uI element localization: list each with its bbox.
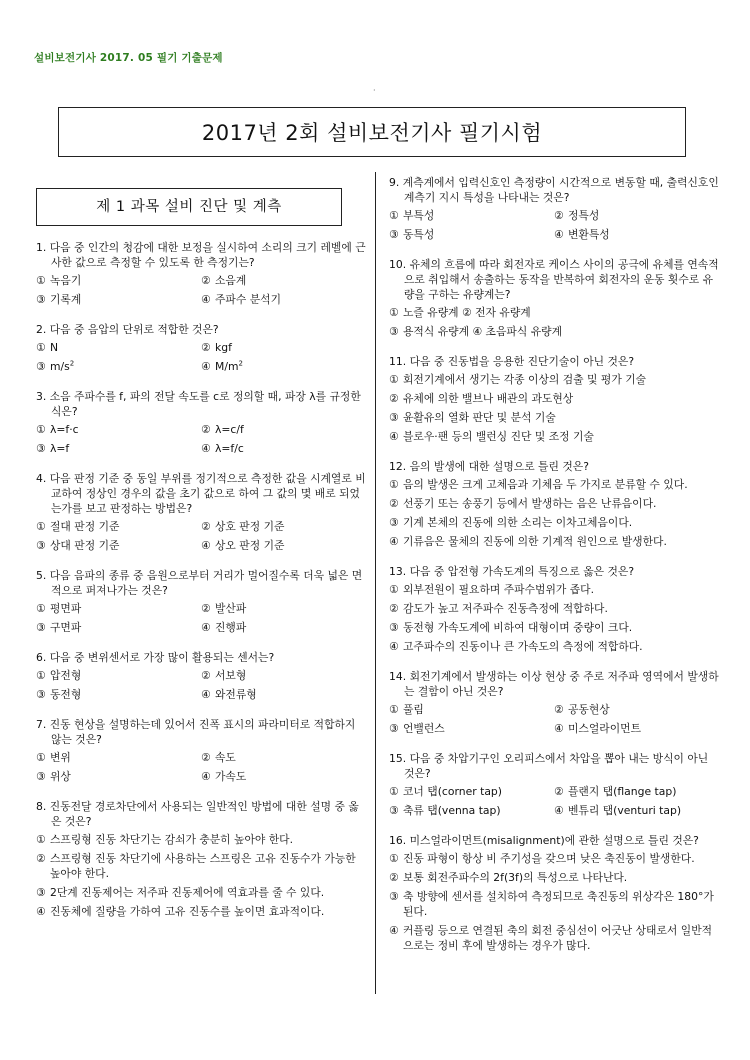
option-list — [36, 601, 366, 639]
option-item — [36, 904, 366, 919]
option-number: ② — [554, 209, 564, 222]
question-text: 11. 다음 중 진동법을 응용한 진단기술이 아닌 것은? — [389, 355, 635, 368]
option-item — [389, 227, 554, 242]
column-divider — [375, 172, 376, 994]
option-text: 발산파 — [215, 602, 247, 615]
option-item — [389, 851, 719, 866]
option-item — [36, 519, 201, 534]
option-item — [554, 208, 719, 223]
option-text: 기류음은 물체의 진동에 의한 기계적 원인으로 발생한다. — [403, 535, 667, 548]
option-number: ④ — [554, 722, 564, 735]
option-item — [36, 273, 201, 288]
question-item — [36, 799, 366, 923]
option-number: ① — [36, 423, 46, 436]
option-item — [389, 429, 719, 444]
option-text: 노즐 유량계 ② 전자 유량계 — [403, 306, 531, 319]
option-number: ① — [36, 341, 46, 354]
question-text: 12. 음의 발생에 대한 설명으로 틀린 것은? — [389, 460, 589, 473]
option-item — [201, 538, 366, 553]
question-text: 15. 다음 중 차압기구인 오리피스에서 차압을 뽑아 내는 방식이 아닌 것은? — [389, 752, 709, 780]
option-item — [36, 769, 201, 784]
option-item — [36, 292, 201, 307]
option-number: ② — [389, 602, 399, 615]
exam-title: 2017년 2회 설비보전기사 필기시험 — [58, 107, 686, 157]
option-item — [554, 227, 719, 242]
option-number: ① — [36, 751, 46, 764]
option-number: ③ — [36, 688, 46, 701]
option-number: ④ — [389, 535, 399, 548]
option-text: 서보형 — [215, 669, 247, 682]
option-item — [201, 769, 366, 784]
option-number: ③ — [36, 886, 46, 899]
option-text: 커플링 등으로 연결된 축의 회전 중심선이 어긋난 상태로서 일반적으로는 정비 후에 발생하는 경우가 많다. — [403, 924, 713, 952]
option-list — [36, 340, 366, 378]
option-text: N — [50, 341, 59, 354]
option-number: ② — [389, 392, 399, 405]
option-item — [36, 340, 201, 355]
option-item — [36, 538, 201, 553]
question-item — [389, 257, 719, 343]
option-list — [389, 372, 719, 448]
option-text: 평면파 — [50, 602, 82, 615]
option-number: ③ — [389, 804, 399, 817]
option-list — [36, 832, 366, 923]
option-number: ② — [201, 520, 211, 533]
question-item — [36, 389, 366, 460]
option-item — [389, 620, 719, 635]
option-text: 정특성 — [568, 209, 600, 222]
option-text: 절대 판정 기준 — [50, 520, 120, 533]
option-item — [389, 889, 719, 919]
option-number: ③ — [389, 722, 399, 735]
option-number: ① — [36, 669, 46, 682]
option-item — [389, 534, 719, 549]
question-text: 14. 회전기계에서 발생하는 이상 현상 중 주로 저주파 영역에서 발생하는 결함이 아닌 것은? — [389, 670, 719, 698]
option-number: ② — [389, 497, 399, 510]
option-number: ① — [389, 209, 399, 222]
option-text: 동전형 — [50, 688, 82, 701]
question-text: 7. 진동 현상을 설명하는데 있어서 진폭 표시의 파라미터로 적합하지 않는 것은? — [36, 718, 356, 746]
option-text: 회전기계에서 생기는 각종 이상의 검출 및 평가 기술 — [403, 373, 647, 386]
option-number: ④ — [389, 640, 399, 653]
option-list — [389, 208, 719, 246]
option-number: ② — [201, 602, 211, 615]
option-item — [36, 885, 366, 900]
option-list — [36, 273, 366, 311]
option-item — [389, 721, 554, 736]
question-text: 2. 다음 중 음압의 단위로 적합한 것은? — [36, 323, 219, 336]
option-number: ③ — [389, 890, 399, 903]
option-text: 플랜지 탭(flange tap) — [568, 785, 677, 798]
question-item — [36, 322, 366, 378]
option-text: 윤활유의 열화 판단 및 분석 기술 — [403, 411, 556, 424]
option-text: 동특성 — [403, 228, 435, 241]
option-item — [201, 750, 366, 765]
option-number: ③ — [36, 621, 46, 634]
option-item — [554, 784, 719, 799]
option-item — [36, 750, 201, 765]
option-text: 변환특성 — [568, 228, 610, 241]
option-item — [201, 441, 366, 456]
option-text: 소음계 — [215, 274, 247, 287]
option-number: ③ — [389, 411, 399, 424]
option-text: m/s — [50, 360, 70, 373]
option-text: 압전형 — [50, 669, 82, 682]
option-number: ③ — [36, 770, 46, 783]
option-item — [201, 519, 366, 534]
question-item — [36, 471, 366, 557]
option-item — [389, 803, 554, 818]
option-item — [36, 441, 201, 456]
option-number: ④ — [201, 442, 211, 455]
option-number: ① — [389, 373, 399, 386]
option-text: 부특성 — [403, 209, 435, 222]
question-item — [389, 175, 719, 246]
option-item — [389, 923, 719, 953]
question-item — [36, 240, 366, 311]
subject-title: 제 1 과목 설비 진단 및 계측 — [36, 188, 342, 226]
option-number: ② — [554, 703, 564, 716]
question-text: 13. 다음 중 압전형 가속도계의 특징으로 옳은 것은? — [389, 565, 635, 578]
option-item — [389, 601, 719, 616]
option-item — [201, 601, 366, 616]
option-number: ① — [36, 602, 46, 615]
option-text: 상오 판정 기준 — [215, 539, 285, 552]
question-text: 3. 소음 주파수를 f, 파의 전달 속도를 c로 정의할 때, 파장 λ를 규정한 식은? — [36, 390, 361, 418]
option-item — [389, 702, 554, 717]
option-item — [36, 359, 201, 374]
option-list — [389, 477, 719, 553]
option-text: 음의 발생은 크게 고체음과 기체음 두 가지로 분류할 수 있다. — [403, 478, 688, 491]
option-item — [389, 870, 719, 885]
option-number: ③ — [389, 228, 399, 241]
option-item — [201, 273, 366, 288]
option-text: 기계 본체의 진동에 의한 소리는 이차고체음이다. — [403, 516, 633, 529]
option-text: 축 방향에 센서를 설치하여 측정되므로 축진동의 위상각은 180°가 된다. — [403, 890, 714, 918]
option-list — [389, 784, 719, 822]
option-item — [389, 391, 719, 406]
option-item — [554, 702, 719, 717]
option-superscript: 2 — [69, 359, 75, 368]
option-number: ③ — [389, 516, 399, 529]
option-number: ③ — [36, 293, 46, 306]
option-item — [389, 324, 719, 339]
option-number: ① — [389, 306, 399, 319]
option-number: ① — [36, 833, 46, 846]
option-text: 용적식 유량계 ④ 초음파식 유량계 — [403, 325, 562, 338]
option-item — [389, 305, 719, 320]
option-text: λ=f/c — [215, 442, 244, 455]
option-number: ① — [36, 520, 46, 533]
option-text: 상대 판정 기준 — [50, 539, 120, 552]
option-text: 스프링형 진동 차단기는 감쇠가 충분히 높아야 한다. — [50, 833, 294, 846]
option-list — [389, 582, 719, 658]
question-text: 5. 다음 음파의 종류 중 음원으로부터 거리가 멀어질수록 더욱 넓은 면적으로 퍼져나가는 것은? — [36, 569, 363, 597]
option-number: ④ — [201, 688, 211, 701]
option-item — [201, 620, 366, 635]
option-list — [36, 750, 366, 788]
option-number: ③ — [36, 442, 46, 455]
question-text: 10. 유체의 흐름에 따라 회전자로 케이스 사이의 공극에 유체를 연속적으로 취입해서 송출하는 동작을 반복하여 회전자의 운동 횟수로 유량을 구하는 유량계는? — [389, 258, 719, 301]
question-text: 1. 다음 중 인간의 청감에 대한 보정을 실시하여 소리의 크기 레벨에 근사한 값으로 측정할 수 있도록 한 측정기는? — [36, 241, 366, 269]
option-number: ④ — [554, 228, 564, 241]
question-item — [36, 568, 366, 639]
question-text: 4. 다음 판정 기준 중 동일 부위를 정기적으로 측정한 값을 시계열로 비교하여 정상인 경우의 값을 초기 값으로 하여 그 값의 몇 배로 되었는가를 보고 판정하는 방법은? — [36, 472, 366, 515]
option-item — [554, 721, 719, 736]
option-number: ③ — [36, 539, 46, 552]
option-superscript: 2 — [238, 359, 243, 368]
option-list — [36, 422, 366, 460]
option-item — [201, 292, 366, 307]
option-text: λ=f·c — [50, 423, 79, 436]
option-number: ① — [389, 703, 399, 716]
option-list — [36, 668, 366, 706]
option-item — [36, 601, 201, 616]
option-number: ③ — [389, 325, 399, 338]
option-item — [389, 208, 554, 223]
option-text: 변위 — [50, 751, 71, 764]
option-item — [201, 687, 366, 702]
option-text: 가속도 — [215, 770, 247, 783]
option-number: ① — [389, 852, 399, 865]
option-number: ④ — [554, 804, 564, 817]
option-number: ④ — [201, 360, 211, 373]
option-list — [389, 702, 719, 740]
option-text: 구면파 — [50, 621, 82, 634]
option-text: 블로우·팬 등의 밸런싱 진단 및 조정 기술 — [403, 430, 594, 443]
option-text: 진동 파형이 항상 비 주기성을 갖으며 낮은 축진동이 발생한다. — [403, 852, 695, 865]
option-number: ② — [201, 669, 211, 682]
option-number: ④ — [201, 770, 211, 783]
option-number: ① — [36, 274, 46, 287]
option-text: 외부전원이 필요하며 주파수범위가 좁다. — [403, 583, 595, 596]
option-item — [554, 803, 719, 818]
option-item — [389, 372, 719, 387]
option-text: 유체에 의한 밸브나 배관의 과도현상 — [403, 392, 574, 405]
question-item — [389, 751, 719, 822]
question-item — [389, 564, 719, 658]
question-item — [389, 354, 719, 448]
option-text: M/m — [215, 360, 239, 373]
option-item — [36, 668, 201, 683]
option-text: 진동체에 질량을 가하여 고유 진동수를 높이면 효과적이다. — [50, 905, 325, 918]
option-text: 동전형 가속도계에 비하여 대형이며 중량이 크다. — [403, 621, 633, 634]
option-item — [201, 668, 366, 683]
option-number: ② — [201, 341, 211, 354]
option-text: 와전류형 — [215, 688, 257, 701]
option-text: 주파수 분석기 — [215, 293, 282, 306]
option-text: 기록계 — [50, 293, 82, 306]
option-text: 코너 탭(corner tap) — [403, 785, 502, 798]
option-text: 2단계 진동제어는 저주파 진동제어에 역효과를 줄 수 있다. — [50, 886, 325, 899]
option-text: 감도가 높고 저주파수 진동측정에 적합하다. — [403, 602, 608, 615]
option-number: ③ — [389, 621, 399, 634]
option-item — [36, 687, 201, 702]
option-text: 미스얼라이먼트 — [568, 722, 642, 735]
option-number: ④ — [201, 539, 211, 552]
option-number: ① — [389, 583, 399, 596]
option-item — [389, 496, 719, 511]
left-question-list — [36, 240, 366, 923]
question-item — [36, 650, 366, 706]
option-text: 축류 탭(venna tap) — [403, 804, 501, 817]
option-item — [201, 359, 366, 374]
option-number: ③ — [36, 360, 46, 373]
option-number: ④ — [389, 924, 399, 937]
option-item — [389, 477, 719, 492]
option-number: ② — [389, 871, 399, 884]
option-text: 언밸런스 — [403, 722, 445, 735]
option-number: ② — [554, 785, 564, 798]
option-text: 공동현상 — [568, 703, 610, 716]
question-text: 16. 미스얼라이먼트(misalignment)에 관한 설명으로 틀린 것은? — [389, 834, 699, 847]
option-item — [389, 582, 719, 597]
option-item — [36, 422, 201, 437]
option-text: 녹음기 — [50, 274, 82, 287]
option-text: 벤튜리 탭(venturi tap) — [568, 804, 682, 817]
option-number: ② — [201, 274, 211, 287]
option-item — [389, 639, 719, 654]
question-item — [389, 669, 719, 740]
option-number: ② — [201, 751, 211, 764]
option-text: 선풍기 또는 송풍기 등에서 발생하는 음은 난류음이다. — [403, 497, 657, 510]
option-number: ④ — [389, 430, 399, 443]
option-text: 상호 판정 기준 — [215, 520, 285, 533]
option-item — [389, 784, 554, 799]
question-item — [389, 833, 719, 957]
option-number: ④ — [36, 905, 46, 918]
option-text: 속도 — [215, 751, 236, 764]
option-number: ① — [389, 478, 399, 491]
option-item — [201, 422, 366, 437]
question-item — [389, 459, 719, 553]
question-text: 8. 진동전달 경로차단에서 사용되는 일반적인 방법에 대한 설명 중 옳은 것은? — [36, 800, 359, 828]
option-list — [389, 305, 719, 343]
option-text: 고주파수의 진동이나 큰 가속도의 측정에 적합하다. — [403, 640, 643, 653]
option-text: 진행파 — [215, 621, 247, 634]
option-list — [36, 519, 366, 557]
document-header: 설비보전기사 2017. 05 필기 기출문제 — [34, 52, 223, 64]
option-item — [36, 851, 366, 881]
option-number: ① — [389, 785, 399, 798]
option-text: 위상 — [50, 770, 71, 783]
option-text: 스프링형 진동 차단기에 사용하는 스프링은 고유 진동수가 가능한 높아야 한다. — [50, 852, 356, 880]
question-item — [36, 717, 366, 788]
option-item — [36, 620, 201, 635]
option-item — [36, 832, 366, 847]
right-question-list — [389, 175, 719, 957]
option-number: ④ — [201, 293, 211, 306]
center-dot: · — [373, 86, 376, 95]
option-text: 보통 회전주파수의 2f(3f)의 특성으로 나타난다. — [403, 871, 628, 884]
option-text: λ=c/f — [215, 423, 244, 436]
option-number: ② — [201, 423, 211, 436]
question-text: 6. 다음 중 변위센서로 가장 많이 활용되는 센서는? — [36, 651, 275, 664]
option-number: ② — [36, 852, 46, 865]
option-item — [201, 340, 366, 355]
right-column — [389, 175, 719, 968]
left-column — [36, 188, 366, 934]
option-text: λ=f — [50, 442, 70, 455]
question-text: 9. 계측계에서 입력신호인 측정량이 시간적으로 변동할 때, 출력신호인 계측기 지시 특성을 나타내는 것은? — [389, 176, 719, 204]
option-text: 풀림 — [403, 703, 424, 716]
option-list — [389, 851, 719, 957]
option-item — [389, 410, 719, 425]
option-item — [389, 515, 719, 530]
option-text: kgf — [215, 341, 232, 354]
option-number: ④ — [201, 621, 211, 634]
